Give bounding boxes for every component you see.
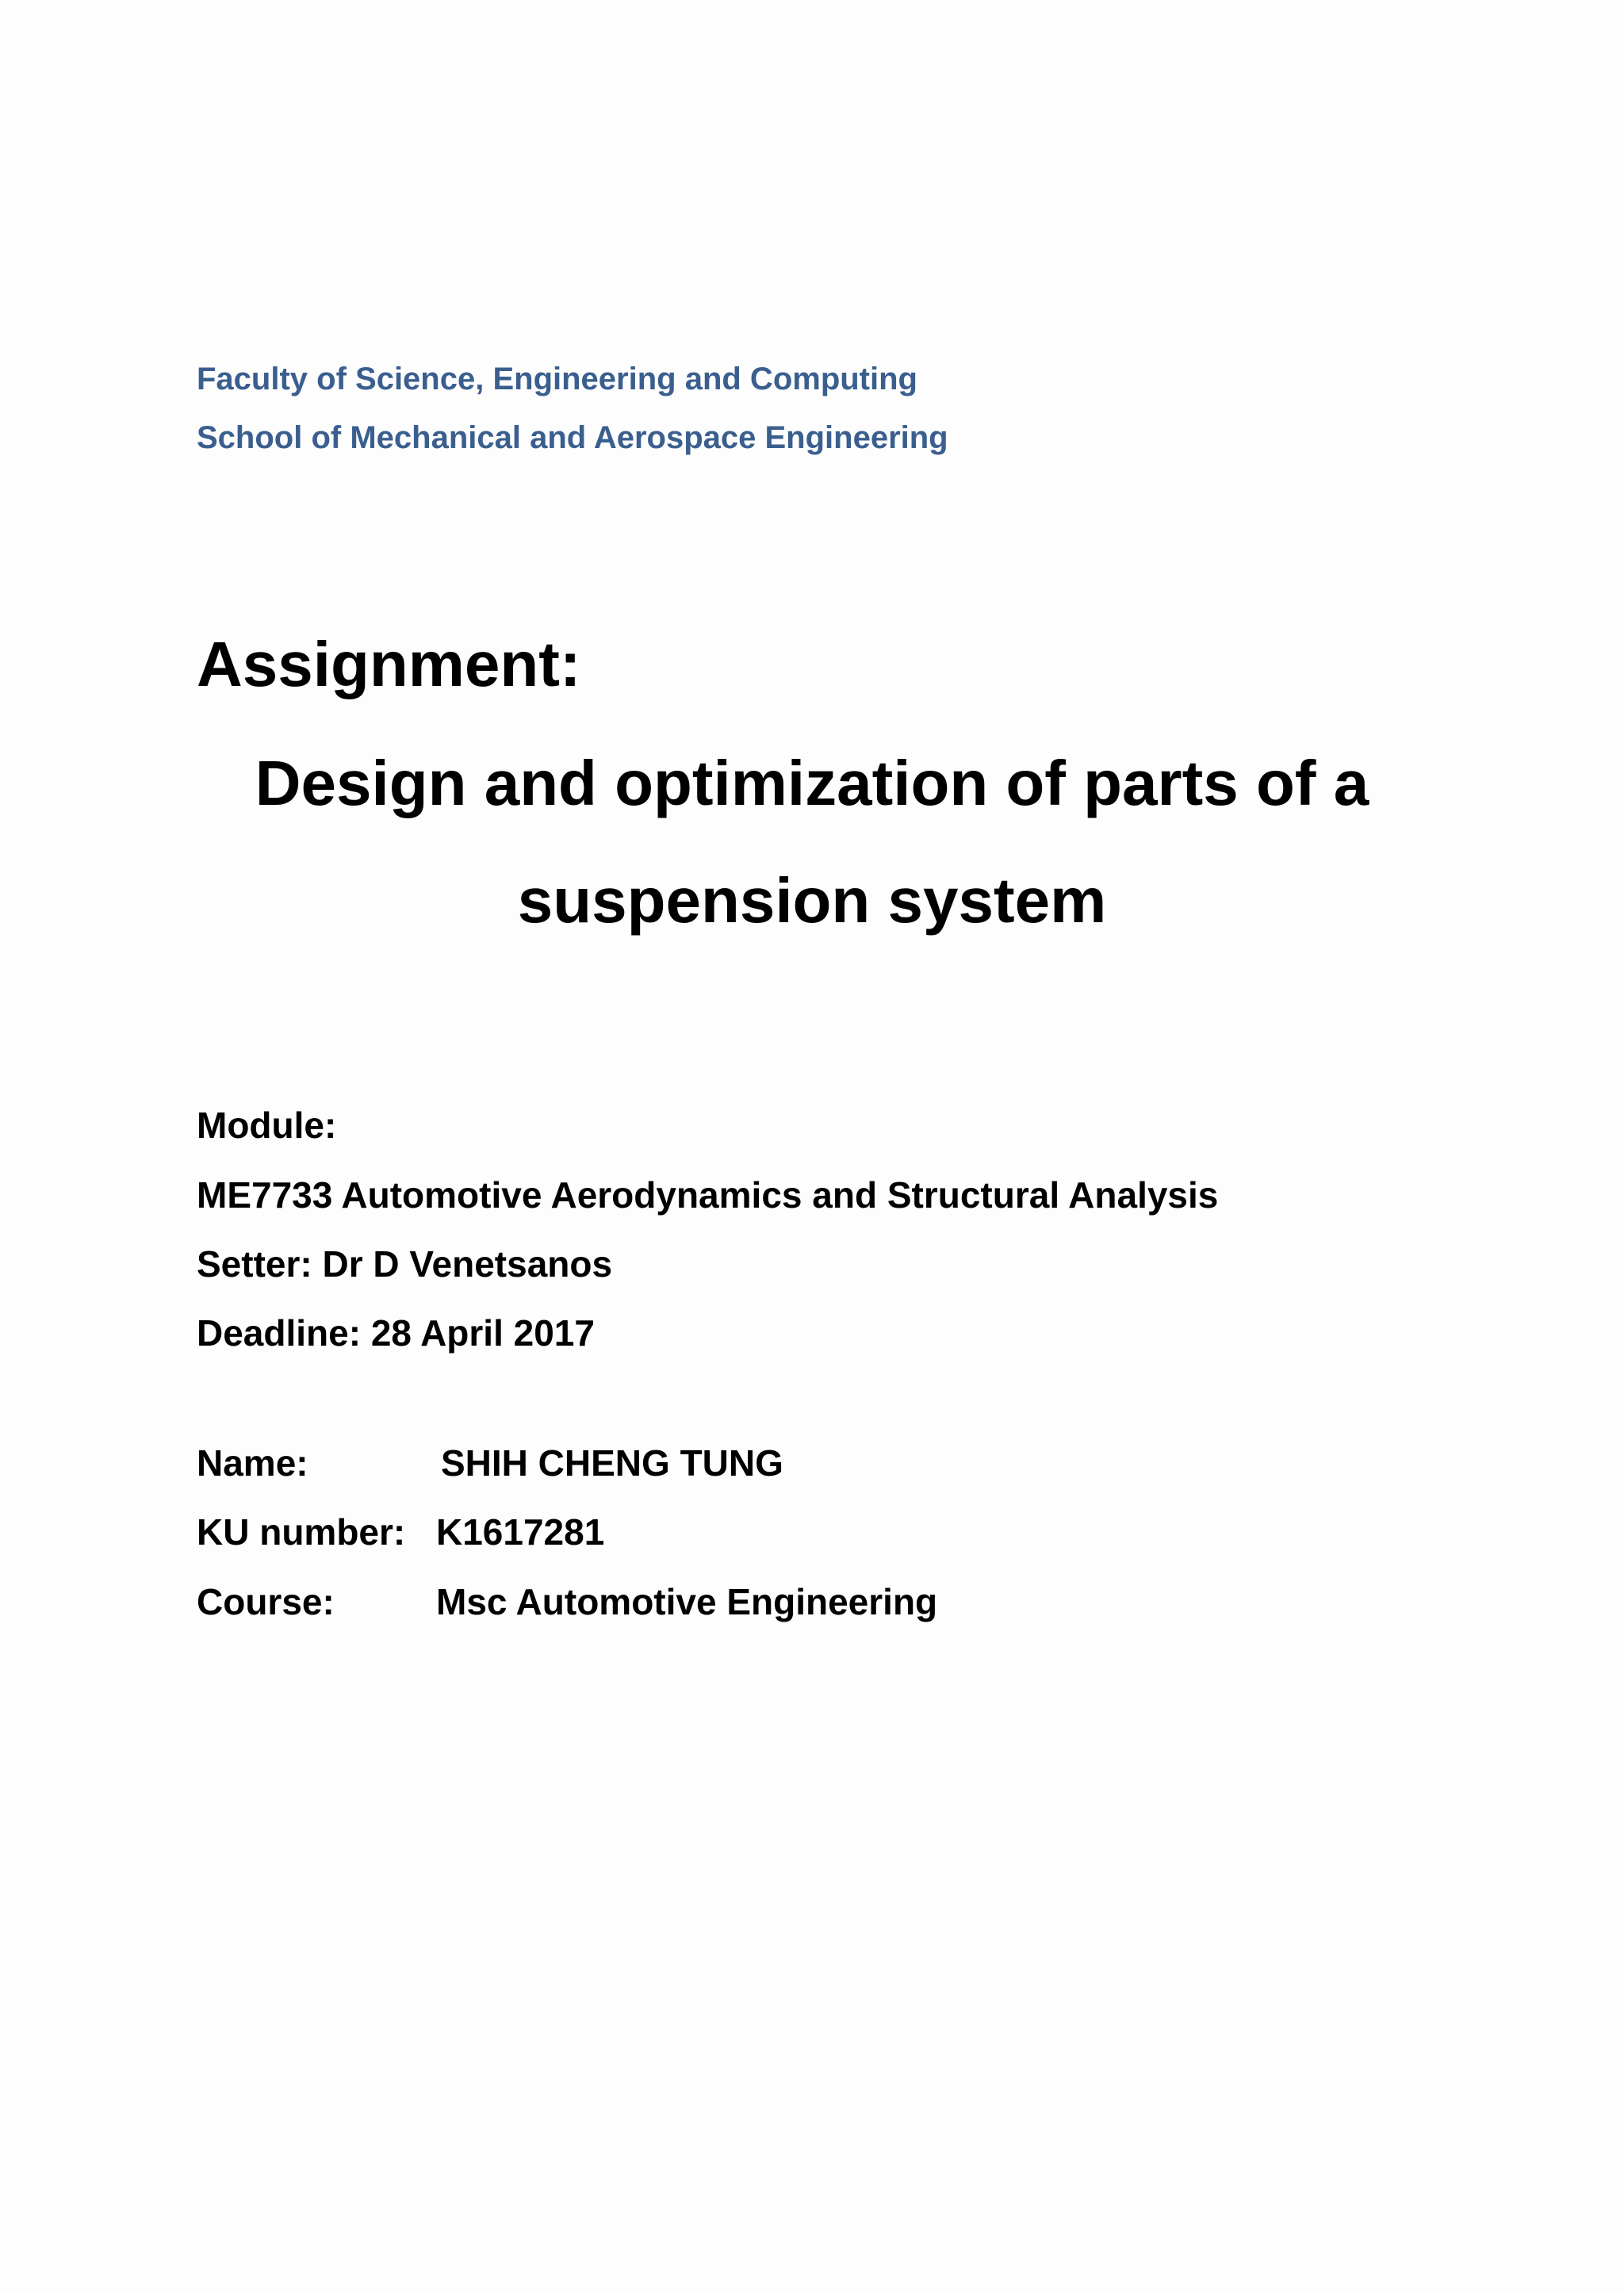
ku-number-label: KU number: [197, 1511, 406, 1553]
student-name-value: SHIH CHENG TUNG [441, 1442, 783, 1484]
assignment-title-line-1: Design and optimization of parts of a [255, 748, 1369, 818]
faculty-name: Faculty of Science, Engineering and Computing [197, 362, 917, 396]
assignment-label: Assignment: [197, 629, 581, 699]
course-label: Course: [197, 1581, 335, 1622]
ku-number-value: K1617281 [436, 1511, 605, 1553]
student-name-label: Name: [197, 1442, 308, 1484]
assignment-title-line-2: suspension system [517, 865, 1107, 936]
module-setter: Setter: Dr D Venetsanos [197, 1243, 613, 1285]
course-value: Msc Automotive Engineering [436, 1581, 938, 1622]
school-name: School of Mechanical and Aerospace Engineering [197, 420, 948, 455]
module-name: ME7733 Automotive Aerodynamics and Structural Analysis [197, 1174, 1219, 1216]
module-label: Module: [197, 1105, 337, 1146]
module-deadline: Deadline: 28 April 2017 [197, 1312, 595, 1354]
